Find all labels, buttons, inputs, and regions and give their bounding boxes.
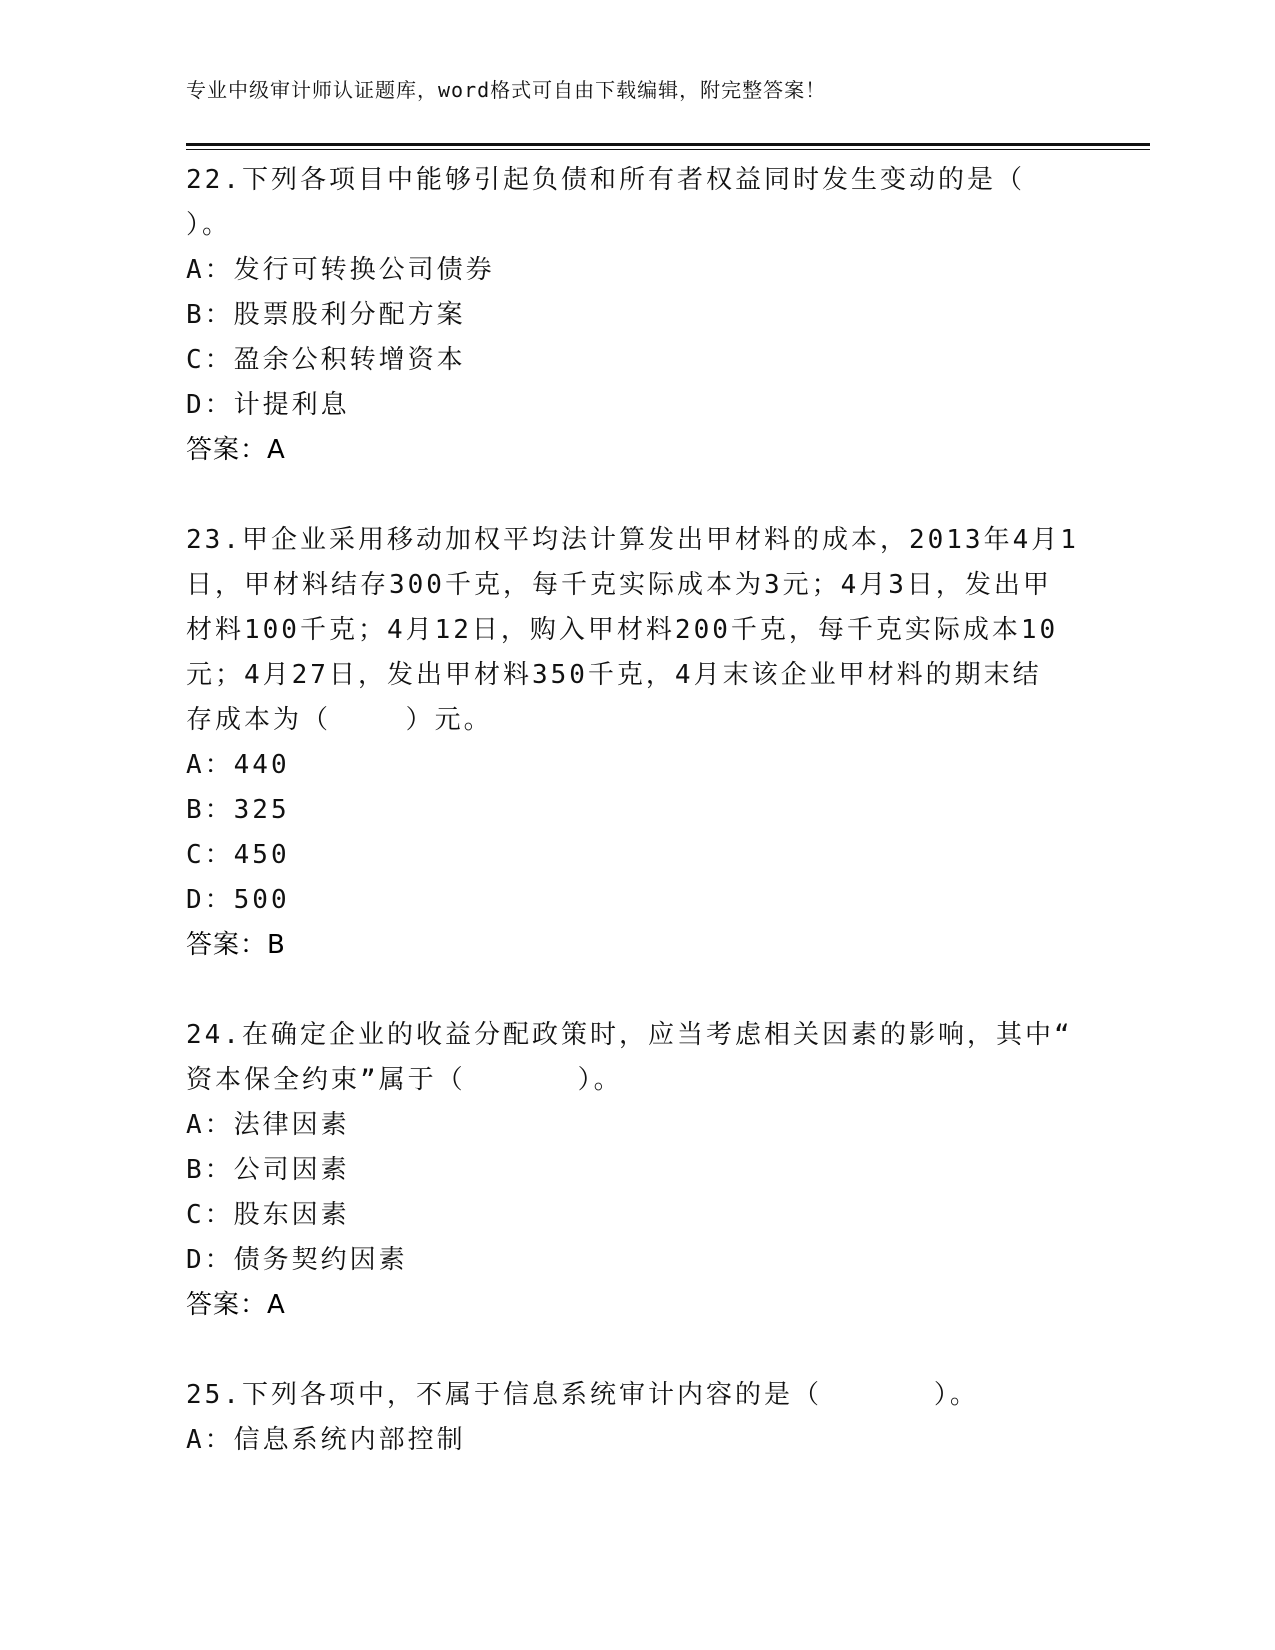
option-a: A：信息系统内部控制: [186, 1425, 466, 1455]
option-d: D：500: [186, 885, 290, 915]
option-c: C：盈余公积转增资本: [186, 345, 466, 375]
question-list: [186, 158, 1086, 1508]
option-a: A：法律因素: [186, 1110, 350, 1140]
question-line: 24.在确定企业的收益分配政策时，应当考虑相关因素的影响，其中“: [186, 1020, 1073, 1050]
option-d: D：债务契约因素: [186, 1245, 408, 1275]
option-c: C：450: [186, 840, 290, 870]
question-line: 日，甲材料结存300千克，每千克实际成本为3元；4月3日，发出甲: [186, 570, 1052, 600]
question-line: 材料100千克；4月12日，购入甲材料200千克，每千克实际成本10: [186, 615, 1059, 645]
question-23: [186, 518, 1086, 968]
answer-line: 答案：A: [186, 435, 286, 465]
option-b: B：325: [186, 795, 290, 825]
question-22: [186, 158, 1086, 473]
header-rule-thick: [186, 143, 1150, 146]
question-line: 存成本为（ ）元。: [186, 705, 493, 735]
option-a: A：440: [186, 750, 290, 780]
header-rule-thin: [186, 149, 1150, 150]
question-line: 资本保全约束”属于（ ）。: [186, 1065, 623, 1095]
answer-line: 答案：B: [186, 930, 286, 960]
option-c: C：股东因素: [186, 1200, 350, 1230]
question-line: ）。: [186, 210, 232, 240]
answer-line: 答案：A: [186, 1290, 286, 1320]
question-line: 23.甲企业采用移动加权平均法计算发出甲材料的成本，2013年4月1: [186, 525, 1079, 555]
question-24: [186, 1013, 1086, 1328]
option-d: D：计提利息: [186, 390, 350, 420]
option-b: B：股票股利分配方案: [186, 300, 466, 330]
question-line: 25.下列各项中，不属于信息系统审计内容的是（ ）。: [186, 1380, 979, 1410]
option-b: B：公司因素: [186, 1155, 350, 1185]
page-header: 专业中级审计师认证题库，word格式可自由下载编辑，附完整答案！: [186, 78, 827, 102]
question-line: 元；4月27日，发出甲材料350千克，4月末该企业甲材料的期末结: [186, 660, 1042, 690]
option-a: A：发行可转换公司债券: [186, 255, 495, 285]
question-25: [186, 1373, 1086, 1463]
question-line: 22.下列各项目中能够引起负债和所有者权益同时发生变动的是（: [186, 165, 1025, 195]
